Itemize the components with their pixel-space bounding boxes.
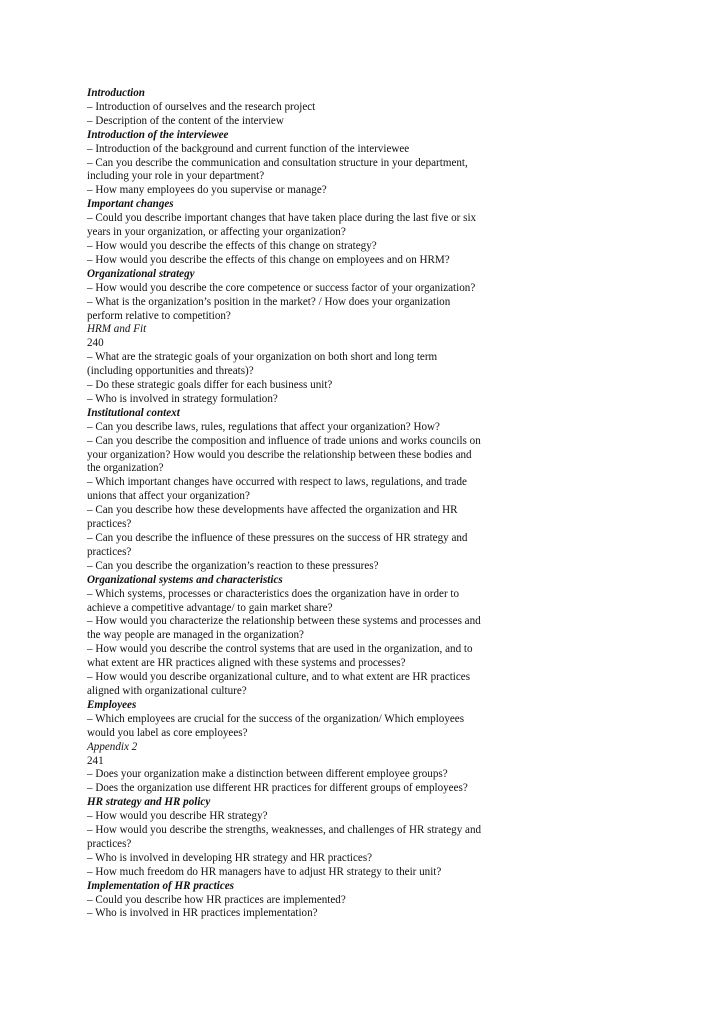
text-line: – Which systems, processes or characteristics does the organization have in order to: [87, 587, 460, 600]
text-line: – How would you describe HR strategy?: [87, 810, 268, 823]
text-line: – Does your organization make a distinction between different employee groups?: [87, 768, 448, 781]
section-heading: Introduction of the interviewee: [87, 128, 229, 141]
section-heading: Organizational strategy: [87, 267, 195, 280]
text-line: – How would you describe the effects of this change on strategy?: [87, 239, 377, 252]
text-line: – Do these strategic goals differ for each business unit?: [87, 379, 333, 392]
text-line: your organization? How would you describe the relationship between these bodies and: [87, 448, 472, 461]
text-line: practices?: [87, 518, 132, 531]
document-body: [87, 87, 527, 921]
text-line: – Which employees are crucial for the success of the organization/ Which employees: [87, 712, 465, 725]
text-line: – How would you describe the control systems that are used in the organization, and to: [87, 643, 473, 656]
text-line: – Introduction of ourselves and the research project: [87, 100, 316, 113]
running-header: HRM and Fit: [87, 323, 147, 336]
text-line: – Who is involved in strategy formulation?: [87, 392, 278, 405]
section-heading: Institutional context: [87, 406, 180, 419]
text-line: including your role in your department?: [87, 170, 265, 183]
text-line: – Could you describe important changes that have taken place during the last five or six: [87, 212, 477, 225]
text-line: – Can you describe the influence of these pressures on the success of HR strategy and: [87, 532, 468, 544]
text-line: – How would you describe the effects of this change on employees and on HRM?: [87, 253, 450, 266]
text-line: practices?: [87, 837, 132, 850]
text-line: years in your organization, or affecting your organization?: [87, 226, 346, 239]
text-line: – Can you describe the organization’s reaction to these pressures?: [87, 559, 379, 572]
text-line: – How would you characterize the relationship between these systems and processes and: [87, 615, 481, 628]
text-line: unions that affect your organization?: [87, 490, 250, 503]
text-line: – Who is involved in HR practices implementation?: [87, 907, 318, 920]
section-heading: Employees: [87, 698, 137, 711]
running-header: Appendix 2: [87, 740, 138, 753]
text-line: – Introduction of the background and current function of the interviewee: [87, 142, 410, 155]
text-line: – Description of the content of the interview: [87, 114, 284, 127]
text-line: the way people are managed in the organization?: [87, 629, 304, 642]
section-heading: Organizational systems and characteristics: [87, 573, 283, 586]
text-line: would you label as core employees?: [87, 726, 248, 739]
text-line: – What are the strategic goals of your organization on both short and long term: [87, 351, 438, 364]
text-line: – Which important changes have occurred with respect to laws, regulations, and trade: [87, 476, 467, 489]
text-line: – Can you describe laws, rules, regulations that affect your organization? How?: [87, 420, 440, 433]
text-line: – Can you describe the composition and influence of trade unions and works councils on: [87, 434, 481, 447]
page-number: 240: [87, 337, 104, 350]
text-line: – Who is involved in developing HR strategy and HR practices?: [87, 851, 373, 864]
text-line: aligned with organizational culture?: [87, 684, 247, 697]
text-line: the organization?: [87, 462, 164, 475]
section-heading: Important changes: [87, 198, 174, 211]
text-line: – Could you describe how HR practices are implemented?: [87, 893, 346, 906]
section-heading: Implementation of HR practices: [87, 879, 234, 892]
text-line: practices?: [87, 545, 132, 558]
text-line: – Can you describe how these developments have affected the organization and HR: [87, 504, 458, 517]
text-line: – Does the organization use different HR practices for different groups of employees?: [87, 782, 468, 795]
page-number: 241: [87, 754, 104, 767]
text-line: what extent are HR practices aligned with these systems and processes?: [87, 657, 406, 670]
text-line: – How much freedom do HR managers have to adjust HR strategy to their unit?: [87, 865, 442, 878]
text-line: – How would you describe organizational culture, and to what extent are HR practices: [87, 671, 471, 684]
text-line: – What is the organization’s position in the market? / How does your organization: [87, 295, 451, 308]
text-line: – How many employees do you supervise or manage?: [87, 184, 327, 197]
text-line: – How would you describe the core competence or success factor of your organization?: [87, 281, 476, 294]
text-line: achieve a competitive advantage/ to gain market share?: [87, 601, 333, 614]
section-heading: Introduction: [87, 87, 145, 99]
text-line: – Can you describe the communication and consultation structure in your department,: [87, 156, 468, 169]
text-line: – How would you describe the strengths, weaknesses, and challenges of HR strategy and: [87, 824, 482, 837]
text-line: (including opportunities and threats)?: [87, 365, 254, 378]
text-line: perform relative to competition?: [87, 309, 231, 322]
section-heading: HR strategy and HR policy: [87, 796, 211, 809]
